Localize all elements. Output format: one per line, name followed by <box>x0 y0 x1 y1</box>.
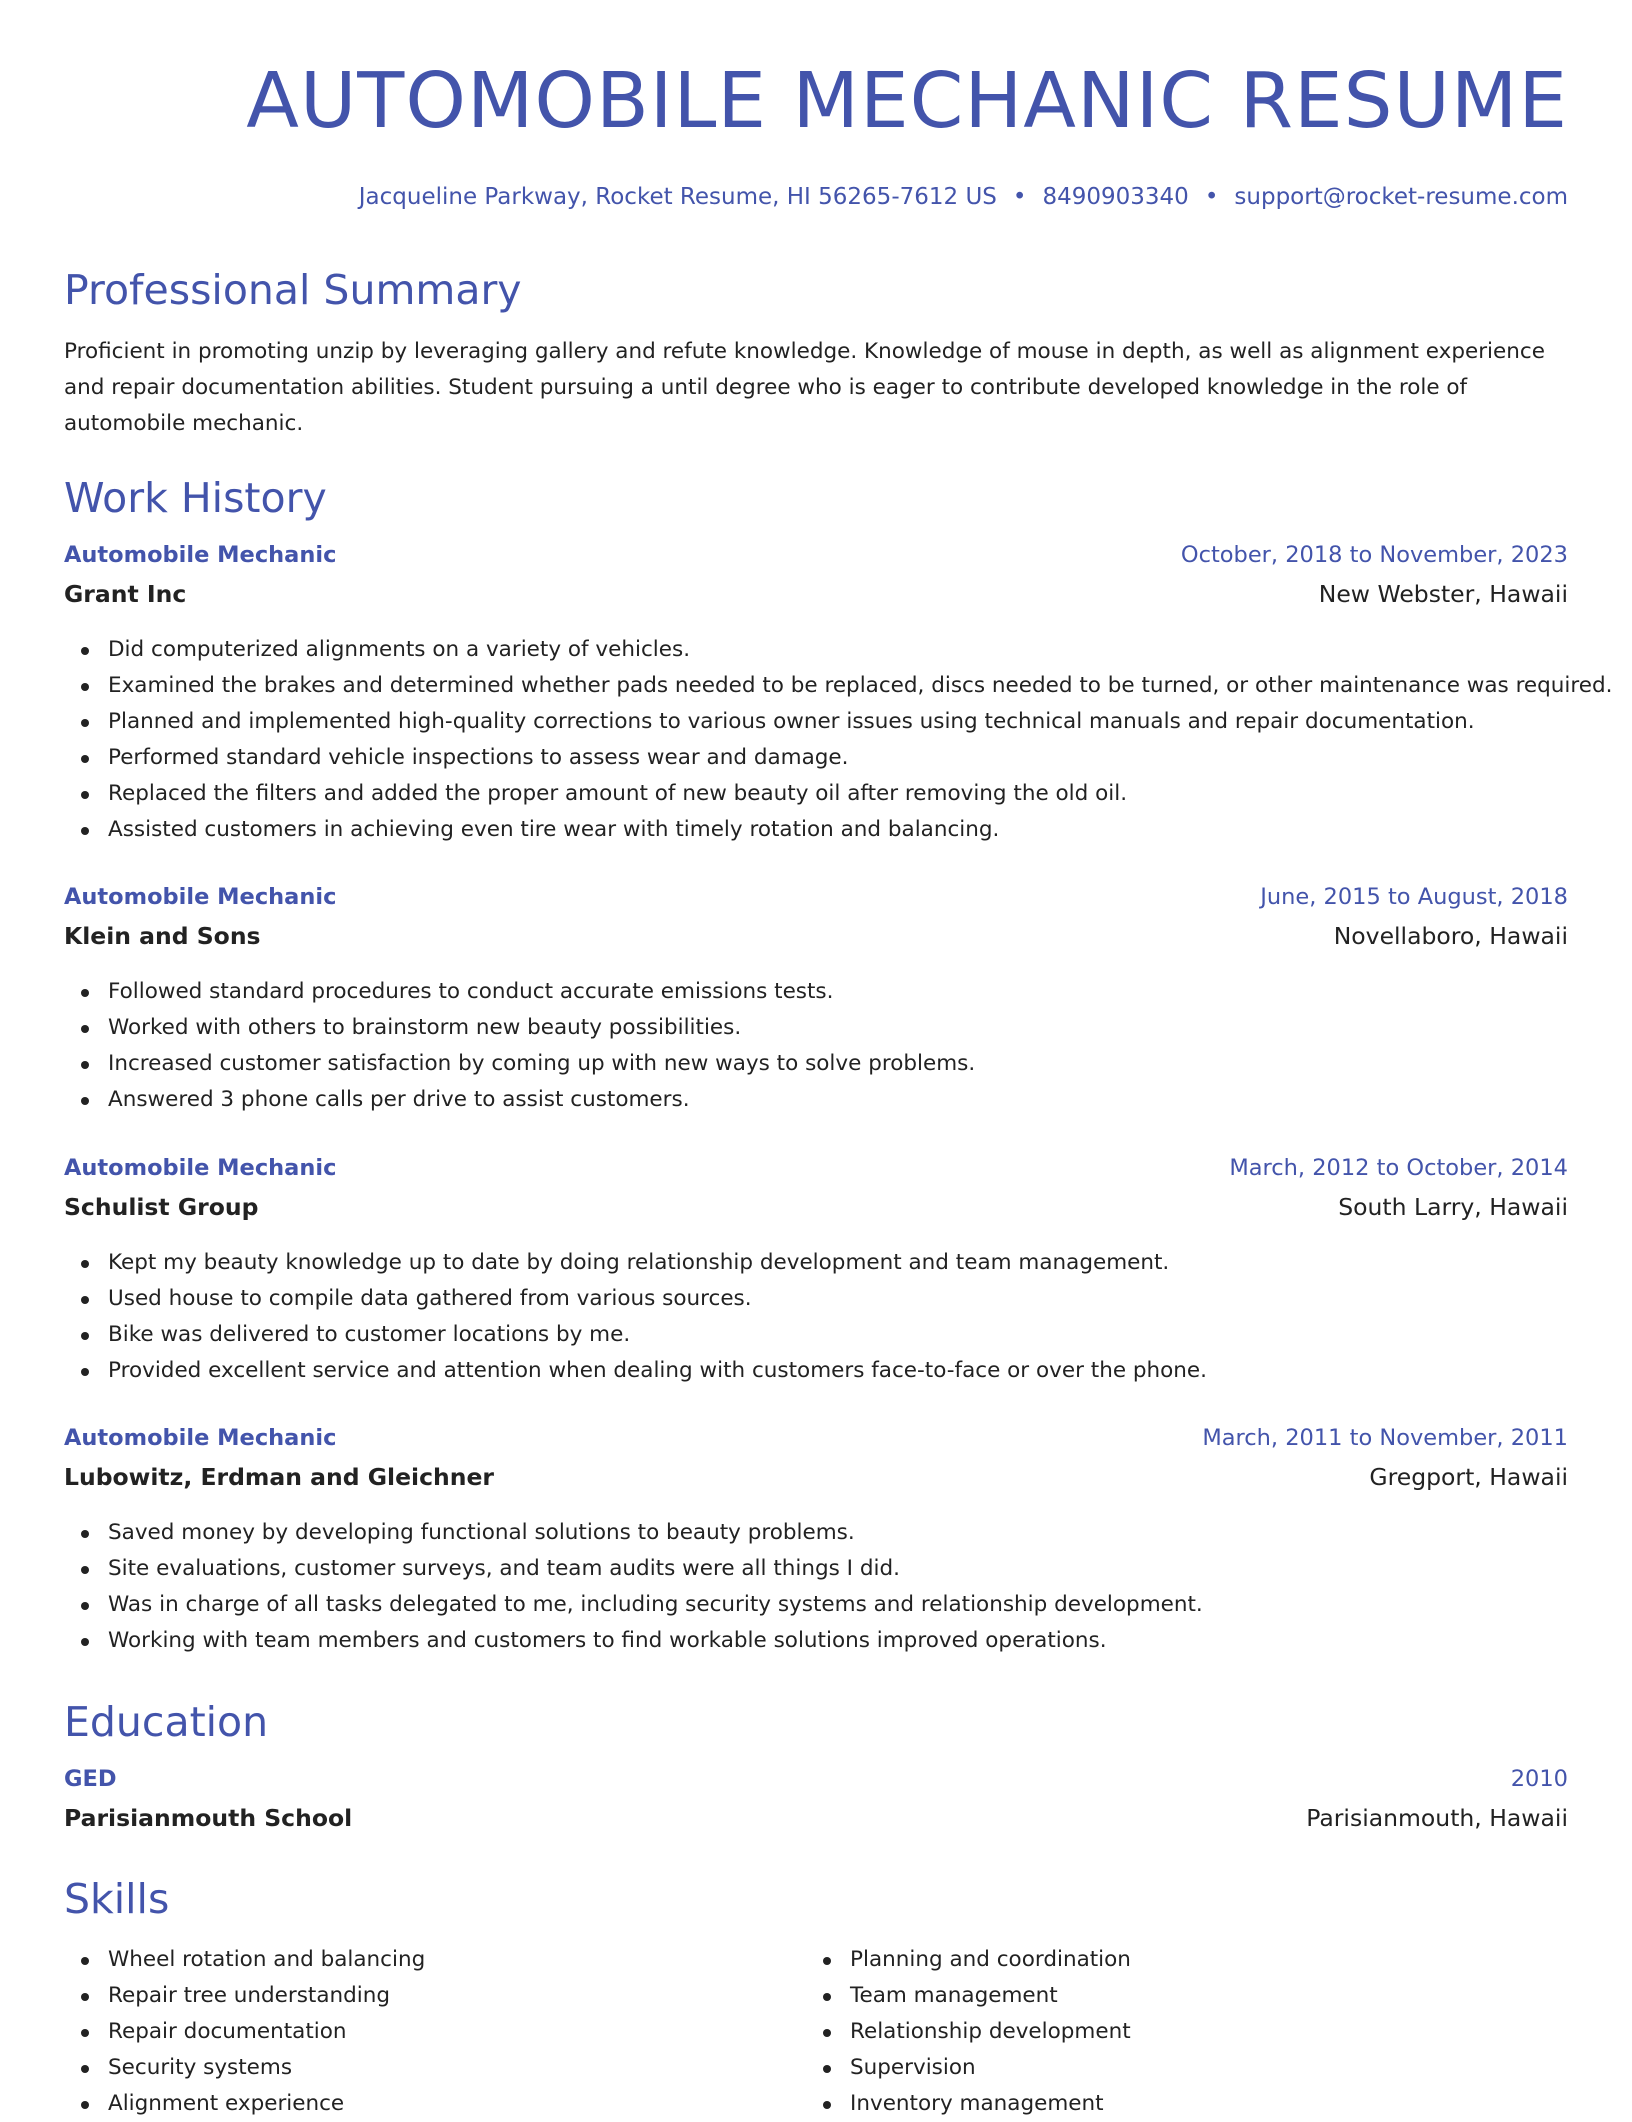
skill-item: Team management <box>806 1978 1548 2014</box>
job-header-row <box>64 542 1568 580</box>
job-bullet: Increased customer satisfaction by coming up with new ways to solve problems. <box>64 1046 1568 1082</box>
job-bullet: Was in charge of all tasks delegated to me, including security systems and relationship development. <box>64 1587 1568 1623</box>
job-bullet: Replaced the filters and added the proper amount of new beauty oil after removing the old oil. <box>64 776 1568 812</box>
job-employer-row <box>64 1463 1568 1501</box>
job-bullet: Saved money by developing functional solutions to beauty problems. <box>64 1515 1568 1551</box>
education-school: Parisianmouth School <box>64 1804 353 1832</box>
separator-dot: • <box>1012 184 1027 210</box>
section-heading-education: Education <box>64 1698 269 1746</box>
education-entry <box>64 1766 1568 1842</box>
skill-item: Alignment experience <box>64 2086 806 2122</box>
resume-title: AUTOMOBILE MECHANIC RESUME <box>246 57 1568 146</box>
skill-item: Supervision <box>806 2050 1548 2086</box>
job-bullet: Examined the brakes and determined whether pads needed to be replaced, discs needed to be turned, or other maintenance was required. <box>64 668 1568 704</box>
job-bullet: Performed standard vehicle inspections to assess wear and damage. <box>64 740 1568 776</box>
skill-item: Security systems <box>64 2050 806 2086</box>
job-employer-row <box>64 1193 1568 1231</box>
separator-dot: • <box>1204 184 1219 210</box>
skill-item: Wheel rotation and balancing <box>64 1942 806 1978</box>
skill-item: Inventory management <box>806 2086 1548 2122</box>
skill-item: Repair tree understanding <box>64 1978 806 2014</box>
job-bullet: Did computerized alignments on a variety of vehicles. <box>64 632 1568 668</box>
job-employer: Grant Inc <box>64 580 187 608</box>
education-location: Parisianmouth, Hawaii <box>1306 1804 1568 1832</box>
section-heading-summary: Professional Summary <box>64 266 522 314</box>
job-bullet: Bike was delivered to customer locations by me. <box>64 1317 1568 1353</box>
section-heading-work-history: Work History <box>64 474 327 522</box>
job-header-row <box>64 1425 1568 1463</box>
job-bullets <box>64 974 1568 1118</box>
job-location: South Larry, Hawaii <box>1338 1193 1568 1221</box>
job-employer-row <box>64 580 1568 618</box>
job-dates: June, 2015 to August, 2018 <box>1260 884 1568 910</box>
job-employer: Schulist Group <box>64 1193 259 1221</box>
job-employer: Klein and Sons <box>64 922 261 950</box>
summary-text: Proficient in promoting unzip by leveraging gallery and refute knowledge. Knowledge of mouse in depth, as well as alignment experience and repair documentation abilities. Student pursuing a until degree who is eager to contribute developed knowledge in the role of automobile mechanic. <box>64 339 1545 436</box>
education-year: 2010 <box>1510 1766 1568 1792</box>
skills-column-right <box>806 1942 1548 2122</box>
job-entry <box>64 542 1613 848</box>
education-degree: GED <box>64 1766 117 1792</box>
contact-phone: 8490903340 <box>1042 184 1189 210</box>
job-bullet: Kept my beauty knowledge up to date by doing relationship development and team management. <box>64 1245 1568 1281</box>
job-header-row <box>64 884 1568 922</box>
job-employer: Lubowitz, Erdman and Gleichner <box>64 1463 495 1491</box>
job-title: Automobile Mechanic <box>64 1155 337 1181</box>
job-dates: March, 2012 to October, 2014 <box>1229 1155 1568 1181</box>
job-bullet: Answered 3 phone calls per drive to assist customers. <box>64 1082 1568 1118</box>
contact-email: support@rocket-resume.com <box>1234 184 1568 210</box>
job-dates: October, 2018 to November, 2023 <box>1180 542 1568 568</box>
education-header-row <box>64 1766 1568 1804</box>
job-employer-row <box>64 922 1568 960</box>
skills-column-left <box>64 1942 806 2122</box>
job-bullets <box>64 1515 1568 1659</box>
job-bullet: Site evaluations, customer surveys, and team audits were all things I did. <box>64 1551 1568 1587</box>
job-bullet: Followed standard procedures to conduct accurate emissions tests. <box>64 974 1568 1010</box>
job-bullet: Planned and implemented high-quality corrections to various owner issues using technical manuals and repair documentation. <box>64 704 1568 740</box>
job-title: Automobile Mechanic <box>64 542 337 568</box>
job-dates: March, 2011 to November, 2011 <box>1202 1425 1568 1451</box>
job-location: Novellaboro, Hawaii <box>1333 922 1568 950</box>
job-bullets <box>64 632 1613 848</box>
job-location: Gregport, Hawaii <box>1369 1463 1568 1491</box>
job-title: Automobile Mechanic <box>64 1425 337 1451</box>
job-bullets <box>64 1245 1568 1389</box>
education-school-row <box>64 1804 1568 1842</box>
skill-item: Planning and coordination <box>806 1942 1548 1978</box>
job-entry <box>64 1425 1568 1659</box>
contact-line <box>359 180 1568 214</box>
job-title: Automobile Mechanic <box>64 884 337 910</box>
job-header-row <box>64 1155 1568 1193</box>
job-bullet: Provided excellent service and attention when dealing with customers face-to-face or over the phone. <box>64 1353 1568 1389</box>
job-bullet: Assisted customers in achieving even tire wear with timely rotation and balancing. <box>64 812 1568 848</box>
skill-item: Repair documentation <box>64 2014 806 2050</box>
contact-address: Jacqueline Parkway, Rocket Resume, HI 56265-7612 US <box>358 184 997 210</box>
job-bullet: Working with team members and customers to find workable solutions improved operations. <box>64 1623 1568 1659</box>
section-heading-skills: Skills <box>64 1875 170 1923</box>
job-bullet: Used house to compile data gathered from various sources. <box>64 1281 1568 1317</box>
job-entry <box>64 884 1568 1118</box>
job-bullet: Worked with others to brainstorm new beauty possibilities. <box>64 1010 1568 1046</box>
skill-item: Relationship development <box>806 2014 1548 2050</box>
job-location: New Webster, Hawaii <box>1318 580 1568 608</box>
job-entry <box>64 1155 1568 1389</box>
skills-list <box>64 1942 1568 2122</box>
